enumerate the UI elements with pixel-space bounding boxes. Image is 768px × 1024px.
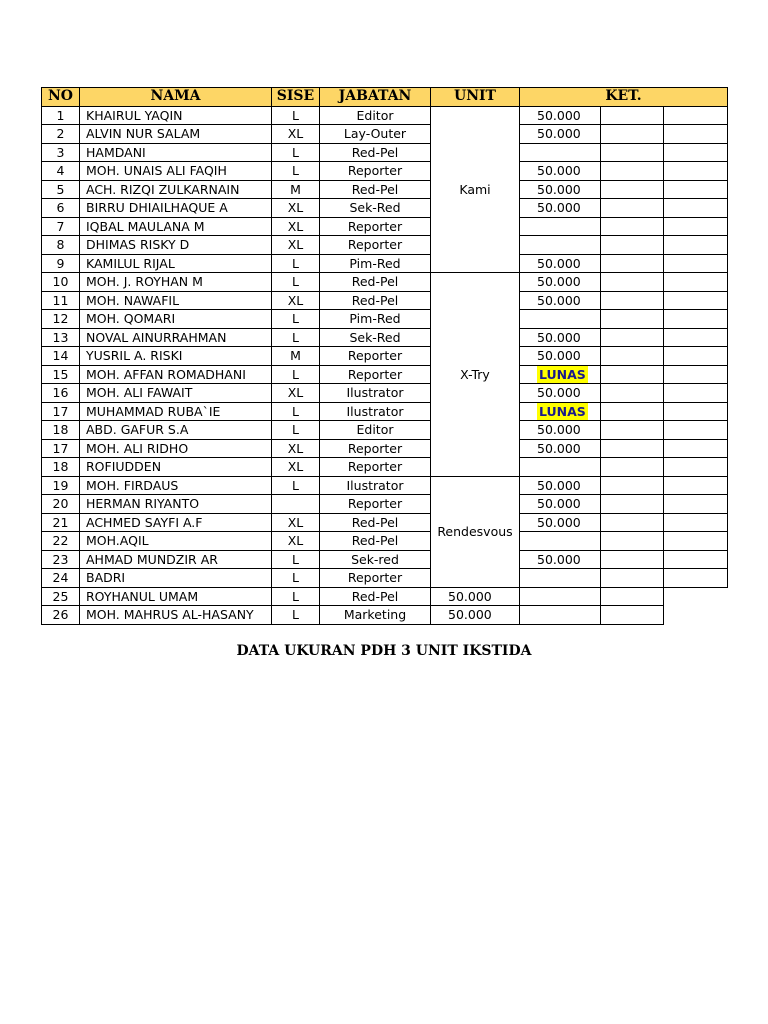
row-ket-extra-1	[520, 606, 601, 625]
row-ket-extra-1	[601, 180, 664, 199]
table-row	[42, 513, 728, 532]
row-nama: HERMAN RIYANTO	[80, 495, 272, 514]
row-ket-extra-2	[664, 513, 728, 532]
header-no: NO	[42, 88, 80, 107]
row-ket-extra-1	[601, 254, 664, 273]
row-nama: MOH.AQIL	[80, 532, 272, 551]
row-sise: XL	[272, 125, 320, 144]
row-ket-extra-2	[664, 273, 728, 292]
row-no: 22	[42, 532, 80, 551]
row-no: 14	[42, 347, 80, 366]
row-ket: 50.000	[520, 162, 601, 181]
row-ket-extra-2	[664, 439, 728, 458]
row-nama: ALVIN NUR SALAM	[80, 125, 272, 144]
table-row	[42, 365, 728, 384]
table-row	[42, 587, 728, 606]
table-row	[42, 439, 728, 458]
row-nama: ACHMED SAYFI A.F	[80, 513, 272, 532]
row-nama: KHAIRUL YAQIN	[80, 106, 272, 125]
row-ket	[520, 217, 601, 236]
row-ket: 50.000	[520, 291, 601, 310]
unit-cell: Kami	[431, 106, 520, 273]
row-nama: ROFIUDDEN	[80, 458, 272, 477]
row-jabatan: Reporter	[320, 347, 431, 366]
row-ket: 50.000	[520, 254, 601, 273]
row-ket: 50.000	[431, 587, 520, 606]
row-ket-extra-1	[601, 199, 664, 218]
row-jabatan: Pim-Red	[320, 310, 431, 329]
row-no: 4	[42, 162, 80, 181]
row-ket-extra-2	[664, 421, 728, 440]
row-sise: L	[272, 143, 320, 162]
row-ket-extra-2	[664, 384, 728, 403]
row-jabatan: Reporter	[320, 365, 431, 384]
table-row	[42, 421, 728, 440]
row-sise: M	[272, 347, 320, 366]
row-sise: L	[272, 421, 320, 440]
row-ket-extra-2	[601, 587, 664, 606]
row-sise: L	[272, 569, 320, 588]
table-body	[42, 106, 728, 624]
row-nama: MOH. FIRDAUS	[80, 476, 272, 495]
row-no: 13	[42, 328, 80, 347]
row-ket: 50.000	[520, 550, 601, 569]
row-jabatan: Lay-Outer	[320, 125, 431, 144]
row-nama: ABD. GAFUR S.A	[80, 421, 272, 440]
row-jabatan: Editor	[320, 106, 431, 125]
row-sise: L	[272, 550, 320, 569]
row-jabatan: Reporter	[320, 439, 431, 458]
row-ket: 50.000	[520, 476, 601, 495]
row-sise: L	[272, 402, 320, 421]
row-ket: 50.000	[520, 199, 601, 218]
table-row	[42, 199, 728, 218]
row-sise: XL	[272, 513, 320, 532]
row-ket-extra-2	[664, 458, 728, 477]
row-no: 21	[42, 513, 80, 532]
row-ket-extra-2	[664, 328, 728, 347]
table-row	[42, 347, 728, 366]
row-nama: MOH. ALI RIDHO	[80, 439, 272, 458]
table-row	[42, 310, 728, 329]
row-ket-extra-2	[664, 365, 728, 384]
row-jabatan: Red-Pel	[320, 180, 431, 199]
row-sise: L	[272, 254, 320, 273]
row-ket-extra-2	[664, 180, 728, 199]
row-ket: 50.000	[520, 347, 601, 366]
row-nama: ACH. RIZQI ZULKARNAIN	[80, 180, 272, 199]
row-jabatan: Sek-red	[320, 550, 431, 569]
row-sise: XL	[272, 532, 320, 551]
row-no: 3	[42, 143, 80, 162]
row-ket-extra-1	[601, 458, 664, 477]
row-no: 6	[42, 199, 80, 218]
table-row	[42, 476, 728, 495]
table-row	[42, 162, 728, 181]
row-sise: XL	[272, 458, 320, 477]
row-ket-extra-2	[664, 310, 728, 329]
row-jabatan: Red-Pel	[320, 143, 431, 162]
row-nama: KAMILUL RIJAL	[80, 254, 272, 273]
row-ket-extra-1	[601, 532, 664, 551]
row-ket: 50.000	[520, 180, 601, 199]
document-title: DATA UKURAN PDH 3 UNIT IKSTIDA	[236, 643, 532, 659]
row-no: 26	[42, 606, 80, 625]
lunas-badge: LUNAS	[539, 366, 586, 382]
row-nama: MOH. UNAIS ALI FAQIH	[80, 162, 272, 181]
row-ket-extra-1	[601, 236, 664, 255]
row-jabatan: Sek-Red	[320, 199, 431, 218]
row-jabatan: Reporter	[320, 236, 431, 255]
row-ket-extra-1	[601, 125, 664, 144]
table-row	[42, 254, 728, 273]
row-no: 12	[42, 310, 80, 329]
row-sise: XL	[272, 291, 320, 310]
row-sise: L	[272, 476, 320, 495]
row-ket-extra-2	[664, 291, 728, 310]
row-ket-extra-2	[664, 347, 728, 366]
row-nama: MOH. J. ROYHAN M	[80, 273, 272, 292]
row-ket: 50.000	[520, 421, 601, 440]
table-row	[42, 217, 728, 236]
row-jabatan: Red-Pel	[320, 291, 431, 310]
row-nama: NOVAL AINURRAHMAN	[80, 328, 272, 347]
row-sise: L	[272, 273, 320, 292]
table-row	[42, 291, 728, 310]
row-ket	[520, 569, 601, 588]
row-ket	[520, 310, 601, 329]
row-no: 25	[42, 587, 80, 606]
row-ket-extra-1	[601, 439, 664, 458]
row-ket-extra-1	[601, 569, 664, 588]
row-jabatan: Sek-Red	[320, 328, 431, 347]
row-no: 18	[42, 421, 80, 440]
row-jabatan: Red-Pel	[320, 513, 431, 532]
row-no: 7	[42, 217, 80, 236]
row-ket: 50.000	[520, 495, 601, 514]
row-no: 24	[42, 569, 80, 588]
row-jabatan: Red-Pel	[320, 273, 431, 292]
row-nama: BADRI	[80, 569, 272, 588]
header-unit: UNIT	[431, 88, 520, 107]
row-ket-extra-2	[664, 236, 728, 255]
row-sise: XL	[272, 236, 320, 255]
row-no: 5	[42, 180, 80, 199]
row-ket: 50.000	[520, 106, 601, 125]
row-ket-extra-1	[601, 217, 664, 236]
row-ket: 50.000	[431, 606, 520, 625]
row-nama: MOH. MAHRUS AL-HASANY	[80, 606, 272, 625]
row-nama: MOH. NAWAFIL	[80, 291, 272, 310]
table-row	[42, 606, 728, 625]
row-ket-extra-1	[601, 365, 664, 384]
row-ket-extra-2	[664, 162, 728, 181]
row-ket-extra-2	[664, 143, 728, 162]
row-no: 15	[42, 365, 80, 384]
row-ket-extra-1	[601, 106, 664, 125]
row-ket-extra-2	[664, 254, 728, 273]
row-no: 20	[42, 495, 80, 514]
row-ket-extra-1	[601, 347, 664, 366]
row-sise: XL	[272, 199, 320, 218]
table-row	[42, 384, 728, 403]
row-nama: MUHAMMAD RUBA`IE	[80, 402, 272, 421]
row-ket-extra-1	[601, 273, 664, 292]
unit-cell: X-Try	[431, 273, 520, 477]
row-ket-extra-2	[664, 125, 728, 144]
row-nama: DHIMAS RISKY D	[80, 236, 272, 255]
table-header	[42, 88, 728, 107]
row-ket-extra-2	[664, 476, 728, 495]
row-jabatan: Reporter	[320, 162, 431, 181]
row-jabatan: Ilustrator	[320, 384, 431, 403]
row-jabatan: Editor	[320, 421, 431, 440]
row-sise: L	[272, 365, 320, 384]
row-jabatan: Ilustrator	[320, 402, 431, 421]
pdh-size-table	[41, 87, 728, 625]
row-no: 2	[42, 125, 80, 144]
row-no: 19	[42, 476, 80, 495]
table-row	[42, 106, 728, 125]
row-no: 8	[42, 236, 80, 255]
table-row	[42, 532, 728, 551]
row-no: 18	[42, 458, 80, 477]
row-ket	[520, 402, 601, 421]
row-sise: XL	[272, 384, 320, 403]
table-row	[42, 569, 728, 588]
row-ket-extra-2	[664, 550, 728, 569]
row-sise: L	[272, 310, 320, 329]
row-sise: XL	[272, 439, 320, 458]
row-nama: YUSRIL A. RISKI	[80, 347, 272, 366]
row-ket	[520, 236, 601, 255]
row-no: 11	[42, 291, 80, 310]
row-jabatan: Marketing	[320, 606, 431, 625]
row-ket-extra-1	[601, 328, 664, 347]
row-ket	[520, 143, 601, 162]
header-ket: KET.	[520, 88, 728, 107]
row-jabatan: Reporter	[320, 217, 431, 236]
row-ket: 50.000	[520, 273, 601, 292]
row-ket	[520, 532, 601, 551]
row-jabatan: Ilustrator	[320, 476, 431, 495]
row-ket-extra-1	[601, 162, 664, 181]
lunas-badge: LUNAS	[539, 403, 586, 419]
row-ket-extra-1	[601, 513, 664, 532]
row-ket-extra-2	[664, 106, 728, 125]
table-row	[42, 495, 728, 514]
row-jabatan: Pim-Red	[320, 254, 431, 273]
row-nama: IQBAL MAULANA M	[80, 217, 272, 236]
table-row	[42, 550, 728, 569]
row-jabatan: Reporter	[320, 458, 431, 477]
row-jabatan: Reporter	[320, 569, 431, 588]
row-ket-extra-1	[601, 495, 664, 514]
header-nama: NAMA	[80, 88, 272, 107]
row-no: 16	[42, 384, 80, 403]
table-row	[42, 143, 728, 162]
row-jabatan: Red-Pel	[320, 532, 431, 551]
row-ket-extra-2	[664, 199, 728, 218]
row-ket: 50.000	[520, 384, 601, 403]
row-sise	[272, 495, 320, 514]
row-ket-extra-1	[520, 587, 601, 606]
row-ket-extra-1	[601, 476, 664, 495]
row-no: 17	[42, 402, 80, 421]
row-ket-extra-1	[601, 291, 664, 310]
table-row	[42, 236, 728, 255]
row-ket-extra-1	[601, 143, 664, 162]
row-ket: 50.000	[520, 439, 601, 458]
row-sise: L	[272, 587, 320, 606]
table-row	[42, 125, 728, 144]
row-ket	[520, 365, 601, 384]
row-ket: 50.000	[520, 125, 601, 144]
row-nama: MOH. ALI FAWAIT	[80, 384, 272, 403]
row-sise: L	[272, 162, 320, 181]
table-row	[42, 402, 728, 421]
row-ket-extra-2	[664, 402, 728, 421]
row-sise: XL	[272, 217, 320, 236]
row-nama: ROYHANUL UMAM	[80, 587, 272, 606]
row-no: 10	[42, 273, 80, 292]
row-no: 17	[42, 439, 80, 458]
row-ket-extra-1	[601, 384, 664, 403]
row-no: 23	[42, 550, 80, 569]
table-row	[42, 180, 728, 199]
row-ket: 50.000	[520, 513, 601, 532]
row-sise: M	[272, 180, 320, 199]
row-ket-extra-2	[664, 217, 728, 236]
row-nama: AHMAD MUNDZIR AR	[80, 550, 272, 569]
row-ket-extra-2	[601, 606, 664, 625]
row-no: 9	[42, 254, 80, 273]
row-ket	[520, 458, 601, 477]
row-ket-extra-1	[601, 310, 664, 329]
row-nama: HAMDANI	[80, 143, 272, 162]
header-jabatan: JABATAN	[320, 88, 431, 107]
row-jabatan: Reporter	[320, 495, 431, 514]
header-sise: SISE	[272, 88, 320, 107]
row-nama: MOH. QOMARI	[80, 310, 272, 329]
row-ket-extra-2	[664, 495, 728, 514]
row-nama: BIRRU DHIAILHAQUE A	[80, 199, 272, 218]
row-ket-extra-2	[664, 569, 728, 588]
row-jabatan: Red-Pel	[320, 587, 431, 606]
row-sise: L	[272, 606, 320, 625]
row-no: 1	[42, 106, 80, 125]
row-ket: 50.000	[520, 328, 601, 347]
row-sise: L	[272, 106, 320, 125]
header-row	[42, 88, 728, 107]
row-ket-extra-1	[601, 402, 664, 421]
table-row	[42, 328, 728, 347]
row-ket-extra-1	[601, 550, 664, 569]
row-nama: MOH. AFFAN ROMADHANI	[80, 365, 272, 384]
row-sise: L	[272, 328, 320, 347]
row-ket-extra-1	[601, 421, 664, 440]
table-row	[42, 458, 728, 477]
unit-cell: Rendesvous	[431, 476, 520, 587]
table-row	[42, 273, 728, 292]
row-ket-extra-2	[664, 532, 728, 551]
